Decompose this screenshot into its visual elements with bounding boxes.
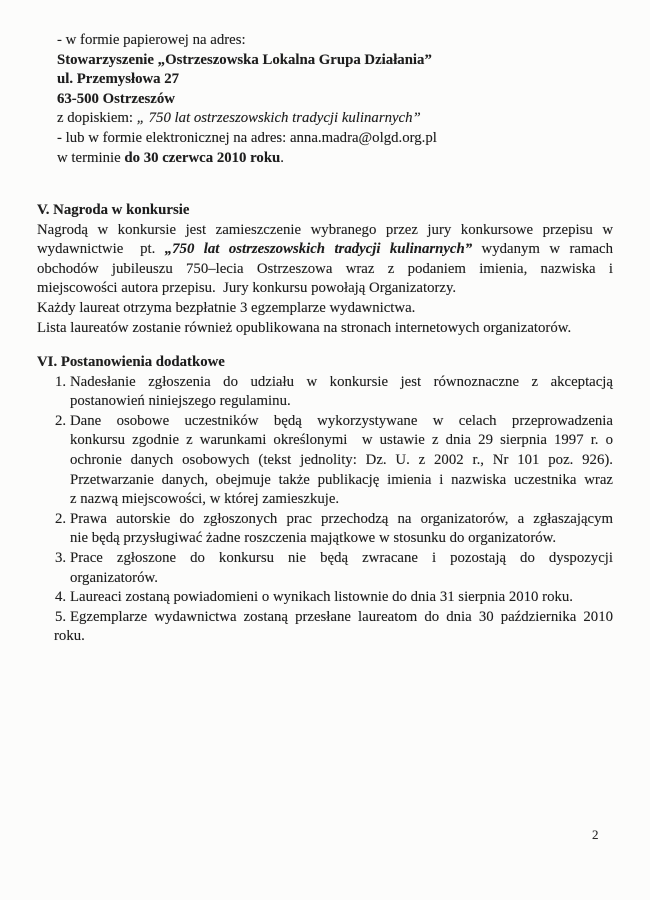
text-run: Nadesłanie zgłoszenia do udziału w konkursie jest równoznaczne z akceptacją [70, 373, 613, 390]
page-number: 2 [592, 827, 599, 842]
item-number: 3. [55, 549, 67, 566]
list-item [37, 588, 613, 608]
section-v-heading: V. Nagroda w konkursie [37, 202, 190, 218]
text-line [57, 109, 617, 129]
item-text [70, 510, 613, 549]
list-item [37, 510, 613, 549]
text-run: z dopiskiem: [57, 110, 137, 127]
list-item [37, 373, 613, 412]
item-text [70, 373, 613, 412]
text-run: Dane osobowe uczestników będą wykorzystywane w celach przeprowadzenia [70, 412, 613, 429]
text-line [70, 510, 613, 530]
text-run: . [280, 149, 284, 166]
item-text [70, 588, 613, 608]
item-number: 5. [55, 608, 67, 625]
text-run: z nazwą miejscowości, w której zamieszkuje. [70, 491, 340, 508]
text-run: ochronie danych osobowych (tekst jednolity: Dz. U. z 2002 r., Nr 101 poz. 926). [70, 451, 613, 468]
text-run: Przetwarzanie danych, obejmuje także publikację imienia i nazwiska uczestnika wraz [70, 471, 613, 488]
text-line [37, 260, 613, 280]
text-run: Prawa autorskie do zgłoszonych prac przechodzą na organizatorów, a zgłaszającym [70, 510, 613, 527]
list-item [37, 608, 613, 647]
text-line [70, 373, 613, 393]
section-v-body [37, 221, 613, 339]
text-run: Każdy laureat otrzyma bezpłatnie 3 egzemplarze wydawnictwa. [37, 299, 416, 316]
item-text [54, 608, 613, 647]
item-number: 2. [55, 510, 67, 527]
text-run: roku. [54, 628, 85, 645]
list-item [37, 412, 613, 510]
text-line [70, 588, 613, 608]
text-run: Nagrodą w konkursie jest zamieszczenie wybranego przez jury konkursowe przepisu w [37, 221, 613, 238]
text-line [70, 490, 613, 510]
text-run: do 30 czerwca 2010 roku [124, 149, 281, 166]
text-line [37, 221, 613, 241]
text-line [70, 549, 613, 569]
item-number: 2. [55, 412, 67, 429]
text-line [54, 627, 613, 647]
text-run: postanowień niniejszego regulaminu. [70, 393, 291, 410]
text-line [57, 51, 617, 71]
item-text [70, 412, 613, 510]
text-line [57, 149, 617, 169]
text-run: nie będą przysługiwać żadne roszczenia majątkowe w stosunku do organizatorów. [70, 530, 557, 547]
item-number: 4. [55, 589, 67, 606]
text-line [57, 70, 617, 90]
item-number: 1. [55, 373, 67, 390]
section-vi [37, 353, 613, 647]
text-run: „ 750 lat ostrzeszowskich tradycji kulinarnych” [136, 110, 421, 127]
text-line [37, 240, 613, 260]
item-text [70, 549, 613, 588]
text-run: Laureaci zostaną powiadomieni o wynikach listownie do dnia 31 sierpnia 2010 roku. [70, 589, 573, 606]
text-run: 63-500 Ostrzeszów [57, 90, 175, 107]
text-run: konkursu zgodnie z warunkami określonymi w ustawie z dnia 29 sierpnia 1997 r. o [70, 432, 613, 449]
text-line [70, 569, 613, 589]
text-line [57, 90, 617, 110]
text-line [37, 279, 613, 299]
text-line [70, 529, 613, 549]
text-line [70, 412, 613, 432]
section-v [37, 201, 613, 338]
text-line [70, 608, 613, 628]
list-item [37, 549, 613, 588]
text-run: organizatorów. [70, 569, 158, 586]
text-run: w terminie [57, 149, 125, 166]
text-run: Prace zgłoszone do konkursu nie będą zwracane i pozostają do dyspozycji [70, 549, 613, 566]
section-vi-items [37, 373, 613, 647]
section-vi-heading: VI. Postanowienia dodatkowe [37, 354, 225, 370]
text-run: - w formie papierowej na adres: [57, 32, 246, 48]
text-run: Stowarzyszenie „Ostrzeszowska Lokalna Grupa Działania” [57, 51, 432, 68]
text-line [57, 31, 617, 51]
text-run: Lista laureatów zostanie również opublikowana na stronach internetowych organizatorów. [37, 319, 572, 336]
text-line [37, 319, 613, 339]
text-run: miejscowości autora przepisu. Jury konkursu powołają Organizatorzy. [37, 280, 457, 297]
text-run: wydanym w ramach [472, 241, 613, 258]
text-run: Egzemplarze wydawnictwa zostaną przesłane laureatom do dnia 30 października 2010 [70, 608, 613, 625]
text-line [70, 451, 613, 471]
text-line [37, 299, 613, 319]
text-run: ul. Przemysłowa 27 [57, 71, 180, 88]
text-run: wydawnictwie pt. [37, 241, 165, 258]
text-line [70, 392, 613, 412]
text-run: „750 lat ostrzeszowskich tradycji kulinarnych” [164, 241, 473, 258]
submission-address-block [57, 31, 617, 168]
text-line [70, 471, 613, 491]
text-run: obchodów jubileuszu 750–lecia Ostrzeszowa wraz z podaniem imienia, nazwiska i [37, 260, 613, 277]
text-run: - lub w formie elektronicznej na adres: anna.madra@olgd.org.pl [57, 129, 437, 146]
text-line [70, 431, 613, 451]
text-line [57, 129, 617, 149]
